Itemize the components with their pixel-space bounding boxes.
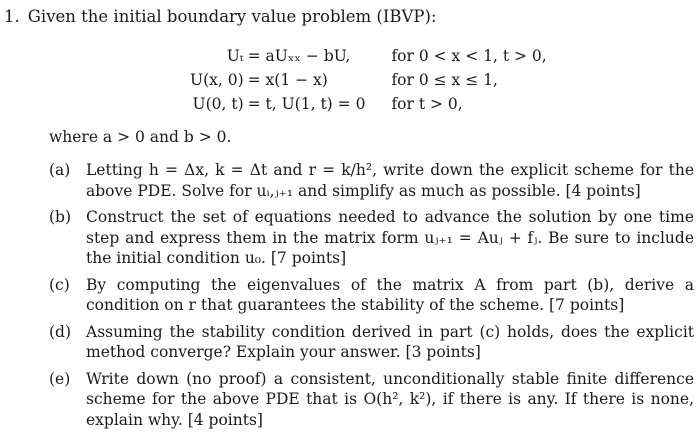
part-e	[49, 369, 694, 431]
equation-rhs: = aUₓₓ − bU,	[247, 47, 351, 65]
question-number: 1.	[4, 7, 20, 26]
part-label: (b)	[49, 208, 72, 226]
equation-lhs: U(0, t)	[192, 95, 244, 113]
where-clause: where a > 0 and b > 0.	[49, 128, 232, 146]
ibvp-equations	[190, 45, 547, 117]
equation-row	[190, 93, 547, 117]
part-text: Construct the set of equations needed to advance the solution by one time step and express them in the matrix form uⱼ₊₁ = Auⱼ + fⱼ. Be sure to include the initial condition u₀. [7 points]	[86, 208, 694, 267]
part-a	[49, 160, 694, 201]
part-d	[49, 322, 694, 363]
equation-rhs: = t, U(1, t) = 0	[247, 95, 366, 113]
part-text: Letting h = Δx, k = Δt and r = k/h², write down the explicit scheme for the above PDE. Solve for uᵢ,ⱼ₊₁ and simplify as much as possible. [4 points]	[86, 161, 694, 200]
part-text: Assuming the stability condition derived in part (c) holds, does the explicit method converge? Explain your answer. [3 points]	[86, 322, 694, 361]
part-label: (a)	[49, 161, 71, 179]
equation-lhs: U(x, 0)	[190, 71, 244, 89]
equation-lhs: Uₜ	[226, 47, 244, 65]
equation-condition: for t > 0,	[391, 95, 463, 113]
part-label: (e)	[49, 369, 71, 388]
equation-condition: for 0 ≤ x ≤ 1,	[391, 71, 498, 89]
equation-rhs: = x(1 − x)	[247, 71, 328, 89]
question-header	[4, 7, 437, 26]
part-b	[49, 207, 694, 269]
question-intro: Given the initial boundary value problem (IBVP):	[27, 7, 437, 26]
part-c	[49, 275, 694, 316]
part-text: By computing the eigenvalues of the matrix A from part (b), derive a condition on r that guarantees the stability of the scheme. [7 points]	[86, 275, 694, 314]
part-label: (d)	[49, 322, 72, 341]
equation-condition: for 0 < x < 1, t > 0,	[391, 47, 547, 65]
equation-row	[190, 45, 547, 69]
question-parts	[49, 160, 694, 436]
equation-row	[190, 69, 547, 93]
part-label: (c)	[49, 275, 70, 294]
part-text: Write down (no proof) a consistent, unconditionally stable finite difference scheme for the above PDE that is O(h², k²), if there is any. If there is none, explain why. [4 points]	[86, 369, 694, 429]
